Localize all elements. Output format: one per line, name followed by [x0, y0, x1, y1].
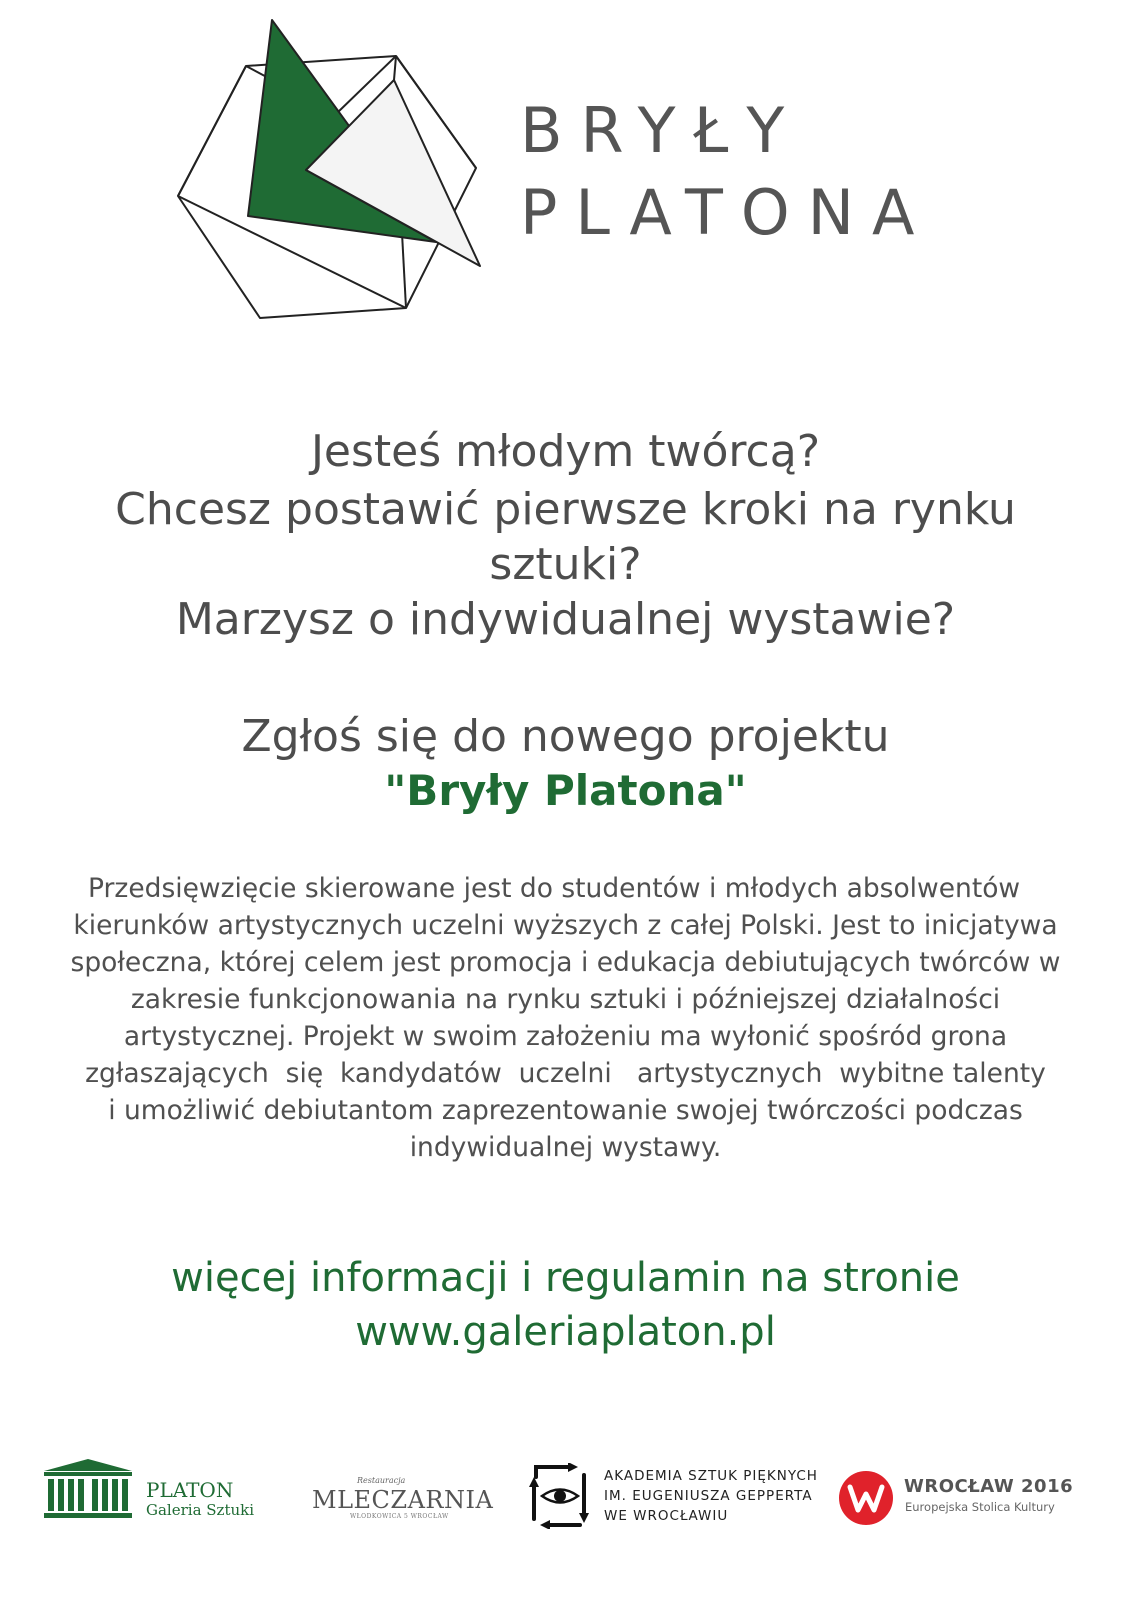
brand-title-line2: PLATONA: [520, 176, 933, 249]
partner-platon-subtitle: Galeria Sztuki: [146, 1501, 255, 1519]
website-link[interactable]: www.galeriaplaton.pl: [355, 1309, 776, 1355]
brand-title-line1: BRYŁY: [520, 94, 803, 167]
question-line: Marzysz o indywidualnej wystawie?: [175, 594, 956, 645]
partner-platon-name: PLATON: [146, 1478, 234, 1502]
description-line: kierunków artystycznych uczelni wyższych z całej Polski. Jest to inicjatywa: [73, 910, 1058, 941]
partner-mleczarnia-top: Restauracja: [357, 1476, 406, 1485]
partner-mleczarnia-subtitle: WŁODKOWICA 5 WROCŁAW: [350, 1513, 449, 1520]
description-line: artystycznej. Projekt w swoim założeniu ma wyłonić spośród grona: [123, 1021, 1008, 1052]
description-line: i umożliwić debiutantom zaprezentowanie swojej twórczości podczas: [108, 1095, 1023, 1126]
w-circle-icon: [838, 1470, 894, 1526]
description-line: Przedsięwzięcie skierowane jest do studentów i młodych absolwentów: [88, 873, 1021, 904]
description-line: zakresie funkcjonowania na rynku sztuki i późniejszej działalności: [130, 984, 1001, 1015]
partner-asp-line2: IM. EUGENIUSZA GEPPERTA: [604, 1488, 813, 1504]
question-line: sztuki?: [489, 539, 642, 590]
project-name: "Bryły Platona": [384, 766, 747, 815]
columns-building-icon: [44, 1459, 132, 1519]
description-line: zgłaszających się kandydatów uczelni artystycznych wybitne talenty: [85, 1058, 1046, 1089]
partner-wroclaw-subtitle: Europejska Stolica Kultury: [905, 1500, 1055, 1514]
partner-asp-line3: WE WROCŁAWIU: [604, 1508, 729, 1524]
partner-wroclaw-name: WROCŁAW 2016: [904, 1476, 1074, 1497]
description-line: społeczna, której celem jest promocja i edukacja debiutujących twórców w: [70, 947, 1061, 978]
partner-asp-line1: AKADEMIA SZTUK PIĘKNYCH: [604, 1468, 818, 1484]
description-line: indywidualnej wystawy.: [409, 1132, 722, 1163]
eye-arrows-icon: [528, 1463, 592, 1529]
call-to-action: Zgłoś się do nowego projektu: [241, 711, 890, 762]
platonic-solid-icon: [176, 18, 488, 328]
more-info-text: więcej informacji i regulamin na stronie: [171, 1255, 960, 1301]
question-line: Chcesz postawić pierwsze kroki na rynku: [115, 484, 1016, 535]
partner-mleczarnia-name: MLECZARNIA: [312, 1486, 494, 1514]
question-line: Jesteś młodym twórcą?: [310, 426, 821, 477]
